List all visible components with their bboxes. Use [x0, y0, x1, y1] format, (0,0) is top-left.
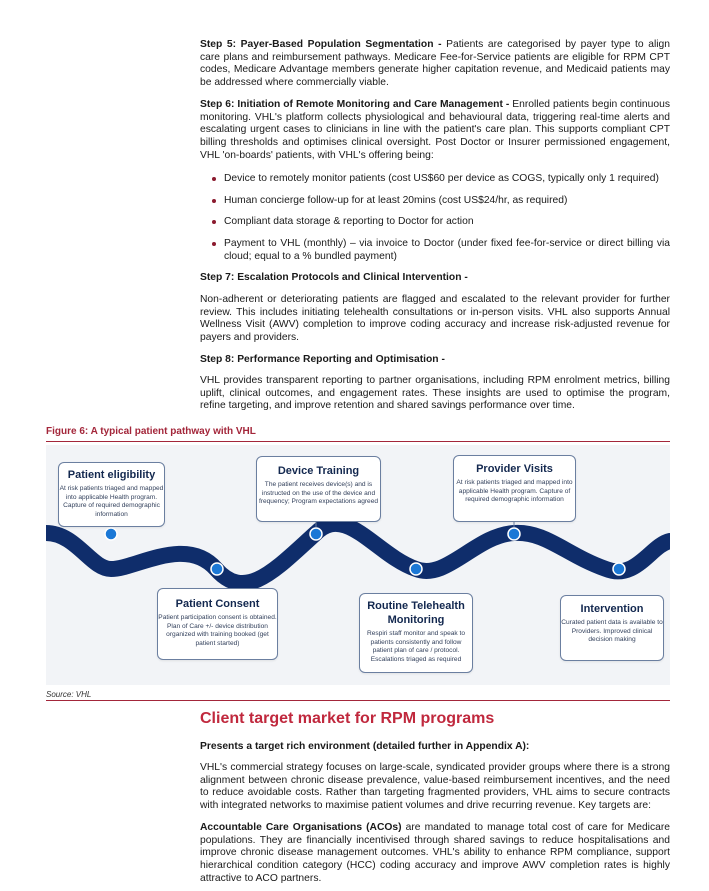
step6-heading: Step 6: Initiation of Remote Monitoring and Care Management - — [200, 99, 510, 110]
source-divider — [46, 700, 670, 701]
card-description: The patient receives device(s) and is instructed on the use of the device and frequency; Program expectations agreed — [258, 481, 379, 506]
bullet-text: Device to remotely monitor patients (cost US$60 per device as COGS, typically only 1 required) — [224, 173, 659, 184]
client-body: VHL's commercial strategy focuses on large-scale, syndicated provider groups where there is a strong alignment between chronic disease prevalence, value-based reimbursement incentives, and the need to reduce avoidable costs. Rather than targeting fragmented providers, VHL aims to secure contracts with integrated networks to maximise patient volumes and drive recurring revenue. Key targets are: — [200, 762, 670, 812]
section-title: Client target market for RPM programs — [200, 710, 495, 727]
pathway-node — [613, 563, 625, 575]
card-provider-visits — [453, 455, 576, 522]
card-title: Patient eligibility — [67, 469, 156, 481]
card-description: At risk patients triaged and mapped into applicable Health program. Capture of required demographic information — [59, 485, 164, 518]
step7-heading: Step 7: Escalation Protocols and Clinical Intervention - — [200, 272, 468, 283]
bullet-text: Payment to VHL (monthly) – via invoice to Doctor (under fixed fee-for-service or direct billing via cloud; equal to a % bundled payment) — [224, 238, 670, 262]
figure-source: Source: VHL — [46, 690, 92, 699]
card-patient-consent — [157, 588, 278, 660]
patient-pathway-figure — [46, 445, 670, 685]
bullet-icon — [212, 242, 216, 246]
client-paragraph — [200, 762, 670, 813]
step8-paragraph — [200, 375, 670, 413]
client-subheading: Presents a target rich environment (detailed further in Appendix A): — [200, 741, 530, 752]
bullet-icon — [212, 220, 216, 224]
wave-path — [46, 524, 670, 583]
pathway-node — [410, 563, 422, 575]
step7-body: Non-adherent or deteriorating patients are flagged and escalated to the relevant provider for further review. This includes initiating telehealth consultations or in-person visits. VHL also supports Annual Wellness Visit (AWV) completion to improve coding accuracy and increase risk-adjusted revenue for payers and providers. — [200, 294, 670, 344]
caption-divider — [46, 441, 670, 442]
step5-body: Patients are categorised by payer type to align care plans and reimbursement pathways. Medicare Fee-for-Service patients are eligible for RPM CPT codes, Medicare Advantage members generate higher capitation revenue, and Medicaid patients may be addressed where commercially viable. — [200, 39, 670, 89]
aco-body: are mandated to manage total cost of care for Medicare populations. They are financially incentivised through shared savings to reduce hospitalisations and improve chronic disease management outcomes. VHL's ability to enhance RPM compliance, support hierarchical condition category (HCC) coding accuracy and improve AWV completion rates is highly attractive to ACO partners. — [200, 822, 671, 884]
pathway-node — [105, 528, 117, 540]
card-description: Respiri staff monitor and speak to patients consistently and follow patient plan of care / protocol. Escalations triaged as required — [366, 630, 466, 663]
step5-heading: Step 5: Payer-Based Population Segmentation - — [200, 39, 442, 50]
pathway-node — [310, 528, 322, 540]
step6-body: Enrolled patients begin continuous monitoring. VHL's platform collects physiological and behavioural data, triggering real-time alerts and escalating urgent cases to clinicians in line with the patient's care plan. This supports compliant CPT billing thresholds and optimises clinical oversight. Post Doctor or Insurer permissioned engagement, VHL 'on-boards' patients, with VHL's offering being: — [200, 99, 670, 161]
card-description: Curated patient data is available to Providers. Improved clinical decision making — [561, 619, 663, 644]
bullet-icon — [212, 199, 216, 203]
aco-paragraph — [200, 822, 670, 886]
card-device-training — [256, 456, 381, 522]
step8-heading: Step 8: Performance Reporting and Optimisation - — [200, 354, 445, 365]
card-description: At risk patients triaged and mapped into applicable Health program. Capture of required demographic information — [456, 479, 573, 504]
step6-paragraph — [200, 99, 670, 163]
card-title: Patient Consent — [175, 598, 260, 610]
card-description: Patient participation consent is obtained. Plan of Care +/- device distribution organized with training booked (get patient started) — [158, 614, 277, 647]
aco-heading: Accountable Care Organisations (ACOs) — [200, 822, 402, 833]
pathway-node — [508, 528, 520, 540]
card-routine-telehealth — [359, 593, 473, 673]
step8-heading-block — [200, 354, 670, 367]
card-title: Routine Telehealth Monitoring — [367, 600, 465, 626]
card-patient-eligibility — [58, 462, 165, 527]
figure-caption: Figure 6: A typical patient pathway with VHL — [46, 426, 256, 437]
card-title: Device Training — [277, 465, 360, 477]
step8-body: VHL provides transparent reporting to partner organisations, including RPM enrolment metrics, billing uplift, clinical outcomes, and engagement rates. These insights are used to optimise the program, refine targeting, and improve retention and shared savings performance over time. — [200, 375, 670, 412]
bullet-text: Human concierge follow-up for at least 20mins (cost US$24/hr, as required) — [224, 195, 568, 206]
step7-paragraph — [200, 294, 670, 345]
bullet-text: Compliant data storage & reporting to Doctor for action — [224, 216, 474, 227]
client-subheading-block — [200, 741, 670, 754]
card-intervention — [560, 595, 664, 661]
step5-paragraph — [200, 39, 670, 90]
pathway-node — [211, 563, 223, 575]
card-title: Provider Visits — [476, 463, 553, 475]
card-title: Intervention — [580, 603, 644, 615]
step7-heading-block — [200, 272, 670, 285]
bullet-icon — [212, 177, 216, 181]
